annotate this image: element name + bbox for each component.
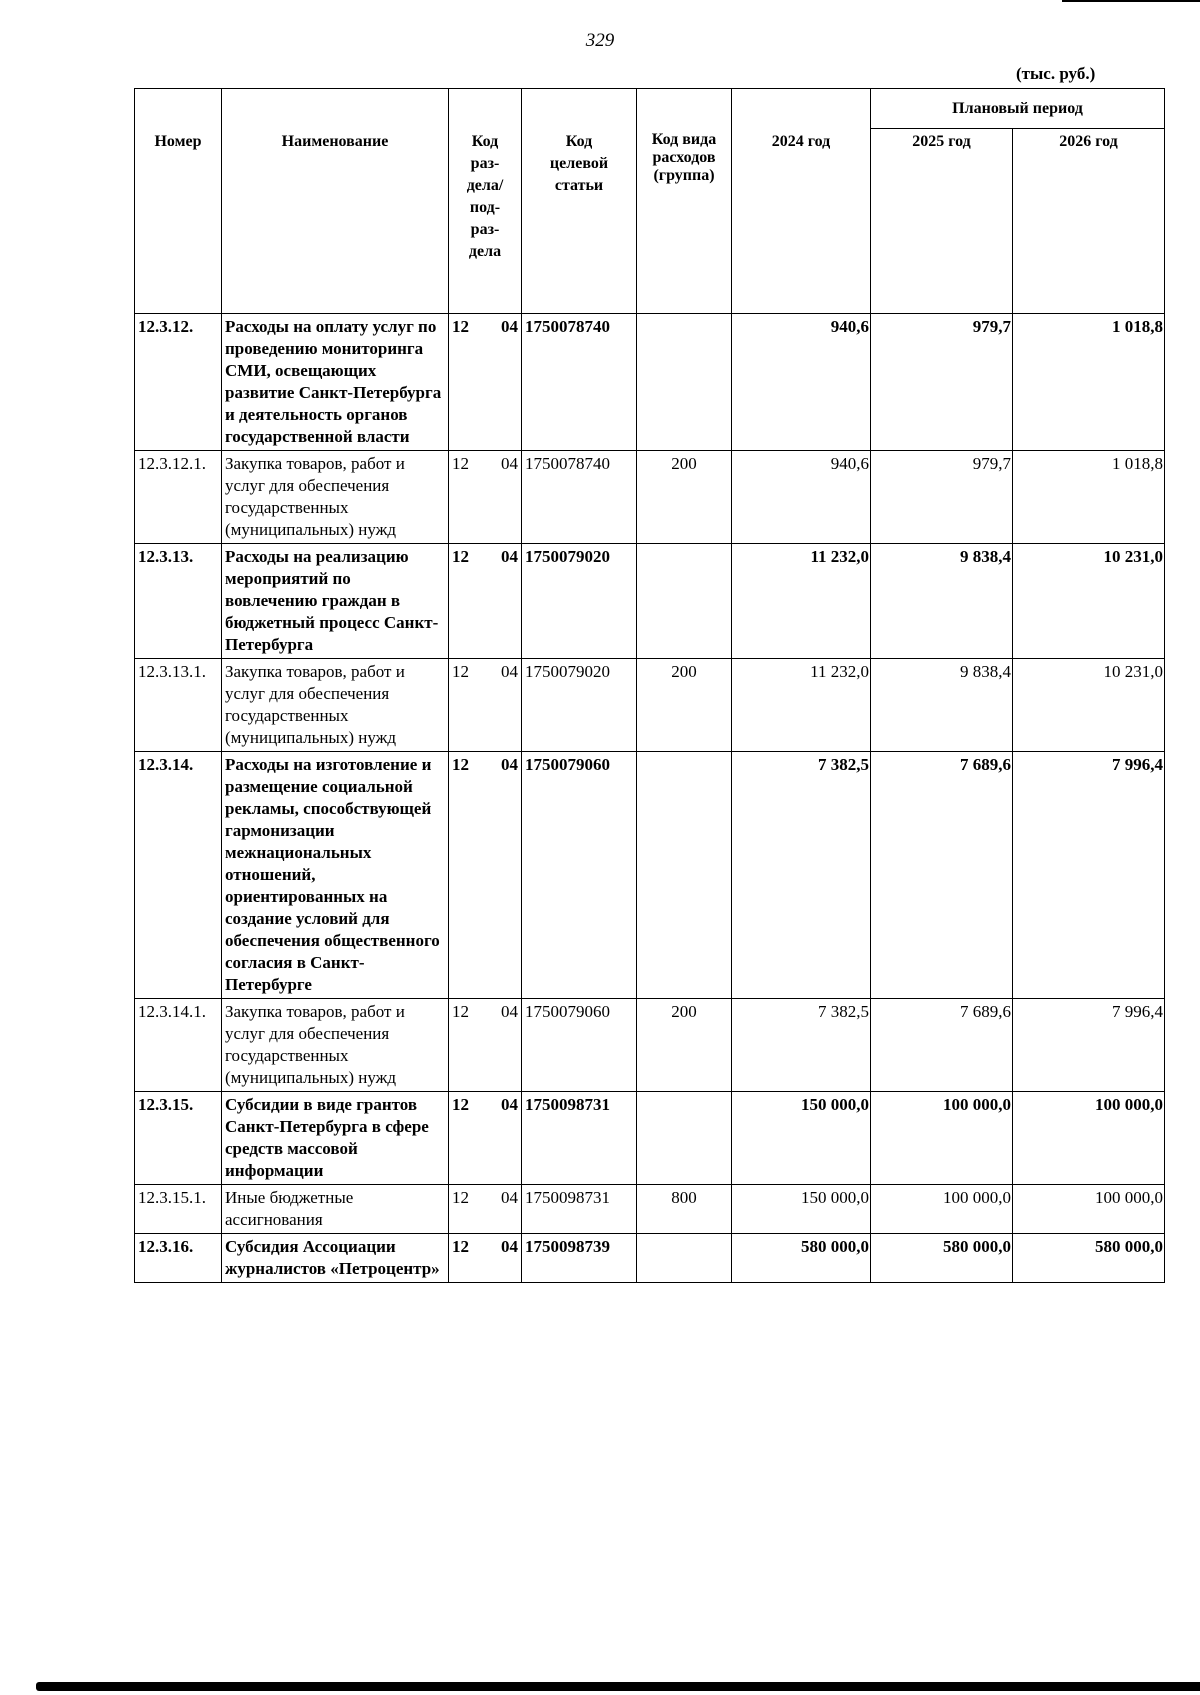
section-code-pair — [452, 1094, 518, 1116]
row-section-code — [449, 659, 522, 752]
section-code: 12 — [452, 317, 469, 336]
table-row — [135, 1092, 1165, 1185]
row-expense-type — [637, 314, 732, 451]
header-planned-period: Плановый период — [871, 89, 1165, 129]
row-name: Субсидии в виде грантов Санкт-Петербурга в сфере средств массовой информации — [222, 1092, 449, 1185]
row-target-code: 1750098731 — [522, 1185, 637, 1234]
table-row — [135, 544, 1165, 659]
table-row — [135, 752, 1165, 999]
row-value-2024: 7 382,5 — [732, 999, 871, 1092]
row-value-2025: 979,7 — [871, 451, 1013, 544]
row-value-2025: 100 000,0 — [871, 1185, 1013, 1234]
row-expense-type — [637, 544, 732, 659]
row-number: 12.3.15. — [135, 1092, 222, 1185]
row-value-2026: 100 000,0 — [1013, 1185, 1165, 1234]
row-value-2024: 580 000,0 — [732, 1234, 871, 1283]
row-value-2025: 9 838,4 — [871, 659, 1013, 752]
section-code-pair — [452, 1236, 518, 1258]
header-section-code — [449, 89, 522, 314]
row-name: Расходы на изготовление и размещение социальной рекламы, способствующей гармонизации межнациональных отношений, ориентированных на создание условий для обеспечения общественного согласия в Санкт-Петербурге — [222, 752, 449, 999]
row-value-2026: 580 000,0 — [1013, 1234, 1165, 1283]
section-code-pair — [452, 453, 518, 475]
header-2026: 2026 год — [1013, 129, 1165, 314]
table-row — [135, 314, 1165, 451]
bottom-scan-bar — [36, 1682, 1200, 1691]
header-expense-type — [637, 89, 732, 314]
row-value-2024: 11 232,0 — [732, 659, 871, 752]
section-code-pair — [452, 754, 518, 776]
top-edge-rule — [1062, 0, 1200, 2]
row-expense-type: 200 — [637, 451, 732, 544]
row-target-code: 1750079060 — [522, 752, 637, 999]
row-section-code — [449, 752, 522, 999]
header-target-code-text: Код целевой статьи — [549, 133, 609, 194]
budget-table — [134, 88, 1165, 1283]
row-value-2026: 10 231,0 — [1013, 544, 1165, 659]
header-2025: 2025 год — [871, 129, 1013, 314]
units-label: (тыс. руб.) — [1016, 64, 1096, 83]
row-value-2024: 940,6 — [732, 451, 871, 544]
row-expense-type: 800 — [637, 1185, 732, 1234]
subsection-code: 04 — [501, 317, 518, 336]
section-code: 12 — [452, 662, 469, 681]
subsection-code: 04 — [501, 1095, 518, 1114]
row-value-2024: 150 000,0 — [732, 1092, 871, 1185]
section-code: 12 — [452, 454, 469, 473]
header-2024: 2024 год — [732, 89, 871, 314]
table-row — [135, 999, 1165, 1092]
row-target-code: 1750098731 — [522, 1092, 637, 1185]
row-target-code: 1750079060 — [522, 999, 637, 1092]
row-number: 12.3.16. — [135, 1234, 222, 1283]
row-section-code — [449, 1234, 522, 1283]
row-target-code: 1750078740 — [522, 314, 637, 451]
row-name: Субсидия Ассоциации журналистов «Петроцентр» — [222, 1234, 449, 1283]
row-value-2024: 940,6 — [732, 314, 871, 451]
row-number: 12.3.12.1. — [135, 451, 222, 544]
subsection-code: 04 — [501, 1188, 518, 1207]
section-code: 12 — [452, 1002, 469, 1021]
row-section-code — [449, 1185, 522, 1234]
row-expense-type — [637, 1234, 732, 1283]
section-code: 12 — [452, 1188, 469, 1207]
header-name: Наименование — [222, 89, 449, 314]
row-name: Закупка товаров, работ и услуг для обеспечения государственных (муниципальных) нужд — [222, 999, 449, 1092]
table-row — [135, 451, 1165, 544]
row-name: Расходы на оплату услуг по проведению мониторинга СМИ, освещающих развитие Санкт-Петербурга и деятельность органов государственной власти — [222, 314, 449, 451]
row-value-2025: 7 689,6 — [871, 752, 1013, 999]
table-body — [135, 314, 1165, 1283]
row-target-code: 1750079020 — [522, 659, 637, 752]
section-code-pair — [452, 1187, 518, 1209]
section-code: 12 — [452, 755, 469, 774]
row-section-code — [449, 544, 522, 659]
row-value-2026: 100 000,0 — [1013, 1092, 1165, 1185]
row-value-2025: 580 000,0 — [871, 1234, 1013, 1283]
row-number: 12.3.14.1. — [135, 999, 222, 1092]
row-name: Закупка товаров, работ и услуг для обеспечения государственных (муниципальных) нужд — [222, 659, 449, 752]
row-expense-type: 200 — [637, 659, 732, 752]
row-number: 12.3.14. — [135, 752, 222, 999]
row-number: 12.3.15.1. — [135, 1185, 222, 1234]
row-name: Закупка товаров, работ и услуг для обеспечения государственных (муниципальных) нужд — [222, 451, 449, 544]
row-value-2026: 1 018,8 — [1013, 314, 1165, 451]
row-value-2026: 7 996,4 — [1013, 752, 1165, 999]
row-value-2024: 150 000,0 — [732, 1185, 871, 1234]
subsection-code: 04 — [501, 1002, 518, 1021]
row-expense-type — [637, 1092, 732, 1185]
subsection-code: 04 — [501, 755, 518, 774]
subsection-code: 04 — [501, 454, 518, 473]
section-code-pair — [452, 316, 518, 338]
row-section-code — [449, 999, 522, 1092]
row-section-code — [449, 1092, 522, 1185]
table-row — [135, 1234, 1165, 1283]
row-number: 12.3.12. — [135, 314, 222, 451]
section-code-pair — [452, 546, 518, 568]
row-value-2025: 100 000,0 — [871, 1092, 1013, 1185]
header-expense-type-text: Код вида расходов (группа) — [651, 131, 717, 184]
section-code: 12 — [452, 1095, 469, 1114]
section-code-pair — [452, 661, 518, 683]
page-number: 329 — [585, 30, 615, 51]
row-name: Иные бюджетные ассигнования — [222, 1185, 449, 1234]
table-row — [135, 1185, 1165, 1234]
row-expense-type — [637, 752, 732, 999]
row-value-2025: 7 689,6 — [871, 999, 1013, 1092]
row-section-code — [449, 314, 522, 451]
row-expense-type: 200 — [637, 999, 732, 1092]
row-number: 12.3.13.1. — [135, 659, 222, 752]
header-target-code — [522, 89, 637, 314]
row-value-2025: 9 838,4 — [871, 544, 1013, 659]
table-row — [135, 659, 1165, 752]
row-value-2025: 979,7 — [871, 314, 1013, 451]
subsection-code: 04 — [501, 1237, 518, 1256]
header-number: Номер — [135, 89, 222, 314]
subsection-code: 04 — [501, 547, 518, 566]
section-code: 12 — [452, 1237, 469, 1256]
section-code-pair — [452, 1001, 518, 1023]
row-value-2024: 11 232,0 — [732, 544, 871, 659]
subsection-code: 04 — [501, 662, 518, 681]
header-section-code-text: Код раз- дела/ под- раз- дела — [466, 133, 504, 260]
row-target-code: 1750079020 — [522, 544, 637, 659]
row-value-2026: 1 018,8 — [1013, 451, 1165, 544]
row-section-code — [449, 451, 522, 544]
row-target-code: 1750078740 — [522, 451, 637, 544]
row-value-2026: 10 231,0 — [1013, 659, 1165, 752]
row-value-2024: 7 382,5 — [732, 752, 871, 999]
row-number: 12.3.13. — [135, 544, 222, 659]
row-name: Расходы на реализацию мероприятий по вовлечению граждан в бюджетный процесс Санкт-Петербурга — [222, 544, 449, 659]
row-value-2026: 7 996,4 — [1013, 999, 1165, 1092]
row-target-code: 1750098739 — [522, 1234, 637, 1283]
section-code: 12 — [452, 547, 469, 566]
